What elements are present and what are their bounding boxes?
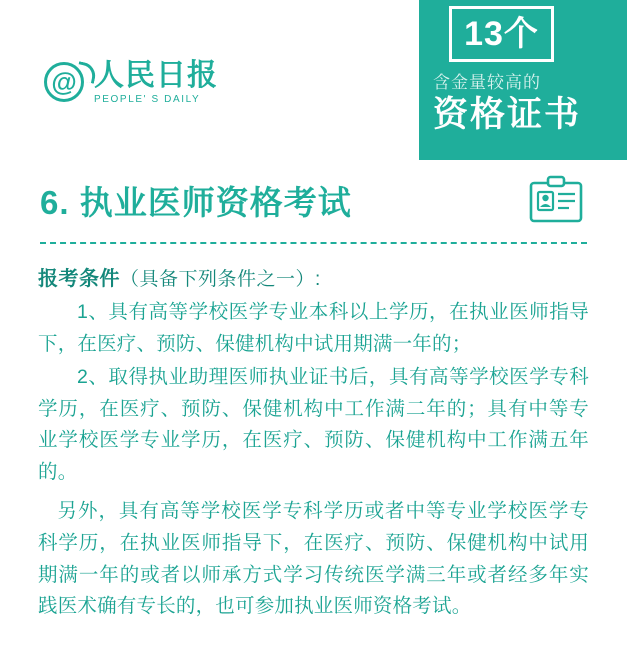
brand-name-cn: 人民日报 <box>94 59 218 92</box>
brand-logo <box>44 60 218 105</box>
at-icon <box>44 62 84 102</box>
poster-header <box>0 0 627 160</box>
condition-note: （具备下列条件之一）: <box>120 269 321 290</box>
header-teal-panel <box>419 0 627 160</box>
count-badge <box>449 6 554 62</box>
count-badge-value: 13个 <box>464 15 539 53</box>
paragraph-1: 1、具有高等学校医学专业本科以上学历，在执业医师指导下，在医疗、预防、保健机构中试用期满一年的； <box>38 301 589 355</box>
page-title: 6. 执业医师资格考试 <box>40 183 352 221</box>
condition-heading <box>38 262 589 291</box>
condition-label: 报考条件 <box>38 268 120 290</box>
header-title: 资格证书 <box>433 95 582 134</box>
brand-logo-text <box>94 60 218 105</box>
content-body <box>38 262 589 623</box>
brand-name-en: PEOPLE' S DAILY <box>94 93 201 105</box>
certificate-card-icon <box>525 174 587 226</box>
divider <box>40 242 587 244</box>
paragraph-3: 另外，具有高等学校医学专科学历或者中等专业学校医学专科学历，在执业医师指导下，在医疗、预防、保健机构中试用期满一年的或者以师承方式学习传统医学满三年或者经多年实践医术确有专长的，也可参加执业医师资格考试。 <box>38 500 589 618</box>
section-title-row <box>40 170 587 230</box>
paragraph-2: 2、取得执业助理医师执业证书后，具有高等学校医学专科学历，在医疗、预防、保健机构中工作满二年的；具有中等专业学校医学专业学历，在医疗、预防、保健机构中工作满五年的。 <box>38 366 589 483</box>
header-subtitle: 含金量较高的 <box>433 73 541 92</box>
